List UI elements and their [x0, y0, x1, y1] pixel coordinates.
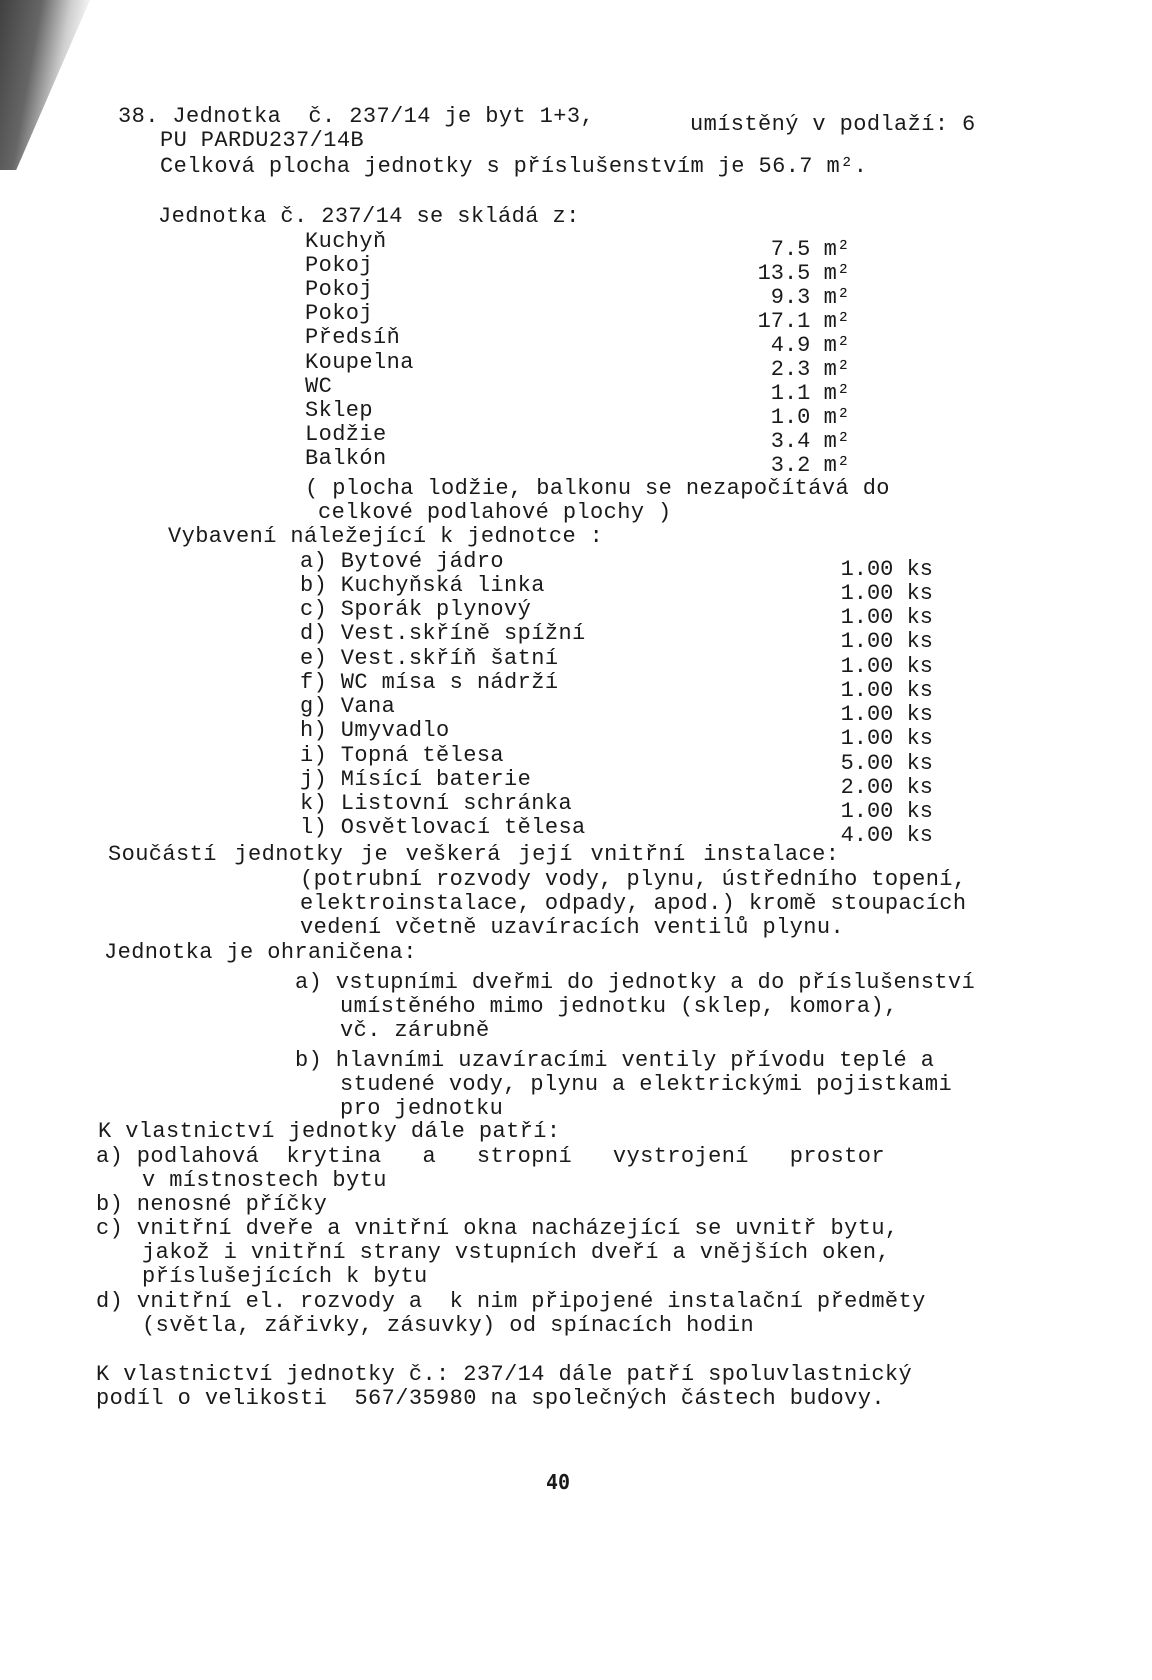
ownership-item: d) vnitřní el. rozvody a k nim připojené instalační předměty — [96, 1289, 926, 1314]
share-text: podíl o velikosti 567/35980 na společných částech budovy. — [96, 1386, 885, 1411]
equipment-qty: 1.00 ks — [840, 702, 933, 727]
equipment-item: l) Osvětlovací tělesa — [300, 815, 586, 840]
room-area: 3.2 m² — [770, 453, 850, 478]
bounded-item: pro jednotku — [340, 1096, 504, 1121]
room-area: 4.9 m² — [770, 333, 850, 358]
room-area: 3.4 m² — [770, 429, 850, 454]
room-name: Předsíň — [305, 325, 401, 350]
room-name: Balkón — [305, 446, 387, 471]
room-name: Pokoj — [305, 301, 374, 326]
room-name: Kuchyň — [305, 229, 387, 254]
room-name: Pokoj — [305, 253, 374, 278]
bounded-item: vč. zárubně — [340, 1018, 490, 1043]
equipment-intro: Vybavení náležející k jednotce : — [168, 524, 604, 549]
bounded-heading: Jednotka je ohraničena: — [104, 940, 417, 965]
ownership-item: jakož i vnitřní strany vstupních dveří a vnějších oken, — [142, 1240, 891, 1265]
room-area: 17.1 m² — [757, 309, 850, 334]
unit-code: PU PARDU237/14B — [160, 128, 365, 153]
room-name: WC — [305, 374, 333, 399]
ownership-item: (světla, zářivky, zásuvky) od spínacích hodin — [142, 1313, 755, 1338]
equipment-item: j) Mísící baterie — [300, 767, 532, 792]
room-area: 13.5 m² — [757, 261, 850, 286]
room-name: Koupelna — [305, 350, 414, 375]
installation-text: (potrubní rozvody vody, plynu, ústředního topení, — [300, 867, 967, 892]
rooms-note: celkové podlahové plochy ) — [318, 500, 672, 525]
equipment-qty: 1.00 ks — [840, 678, 933, 703]
bounded-item: studené vody, plynu a elektrickými pojistkami — [340, 1072, 953, 1097]
scan-shadow — [0, 0, 90, 170]
ownership-heading: K vlastnictví jednotky dále patří: — [98, 1119, 561, 1144]
room-area: 7.5 m² — [770, 237, 850, 262]
bounded-item: b) hlavními uzavíracími ventily přívodu teplé a — [295, 1048, 935, 1073]
rooms-intro: Jednotka č. 237/14 se skládá z: — [158, 204, 580, 229]
equipment-item: c) Sporák plynový — [300, 597, 532, 622]
unit-total-area: Celková plocha jednotky s příslušenstvím je 56.7 m². — [160, 154, 868, 179]
room-area: 1.1 m² — [770, 381, 850, 406]
installation-heading: Součástí jednotky je veškerá její vnitřní instalace: — [108, 842, 840, 867]
equipment-qty: 1.00 ks — [840, 726, 933, 751]
unit-heading: 38. Jednotka č. 237/14 je byt 1+3, — [118, 104, 595, 129]
room-name: Lodžie — [305, 422, 387, 447]
equipment-qty: 5.00 ks — [840, 751, 933, 776]
equipment-item: b) Kuchyňská linka — [300, 573, 545, 598]
equipment-qty: 1.00 ks — [840, 654, 933, 679]
equipment-qty: 4.00 ks — [840, 823, 933, 848]
equipment-qty: 1.00 ks — [840, 629, 933, 654]
equipment-qty: 1.00 ks — [840, 557, 933, 582]
ownership-item: a) podlahová krytina a stropní vystrojení prostor — [96, 1144, 885, 1169]
equipment-item: k) Listovní schránka — [300, 791, 573, 816]
room-area: 1.0 m² — [770, 405, 850, 430]
unit-floor: umístěný v podlaží: 6 — [690, 112, 976, 137]
ownership-item: příslušejících k bytu — [142, 1264, 428, 1289]
equipment-qty: 2.00 ks — [840, 775, 933, 800]
rooms-note: ( plocha lodžie, balkonu se nezapočítává do — [305, 476, 890, 501]
installation-text: elektroinstalace, odpady, apod.) kromě stoupacích — [300, 891, 967, 916]
share-text: K vlastnictví jednotky č.: 237/14 dále patří spoluvlastnický — [96, 1362, 913, 1387]
equipment-item: e) Vest.skříň šatní — [300, 646, 559, 671]
equipment-item: f) WC mísa s nádrží — [300, 670, 559, 695]
ownership-item: v místnostech bytu — [142, 1168, 387, 1193]
installation-text: vedení včetně uzavíracích ventilů plynu. — [300, 915, 845, 940]
equipment-item: g) Vana — [300, 694, 396, 719]
room-name: Pokoj — [305, 277, 374, 302]
page-number: 40 — [546, 1470, 571, 1494]
equipment-item: i) Topná tělesa — [300, 743, 505, 768]
ownership-item: c) vnitřní dveře a vnitřní okna nacházející se uvnitř bytu, — [96, 1216, 899, 1241]
equipment-qty: 1.00 ks — [840, 605, 933, 630]
ownership-item: b) nenosné příčky — [96, 1192, 328, 1217]
room-area: 9.3 m² — [770, 285, 850, 310]
equipment-item: a) Bytové jádro — [300, 549, 505, 574]
equipment-qty: 1.00 ks — [840, 799, 933, 824]
equipment-item: h) Umyvadlo — [300, 718, 450, 743]
equipment-item: d) Vest.skříně spížní — [300, 621, 586, 646]
room-area: 2.3 m² — [770, 357, 850, 382]
bounded-item: umístěného mimo jednotku (sklep, komora), — [340, 994, 898, 1019]
bounded-item: a) vstupními dveřmi do jednotky a do příslušenství — [295, 970, 976, 995]
equipment-qty: 1.00 ks — [840, 581, 933, 606]
room-name: Sklep — [305, 398, 374, 423]
